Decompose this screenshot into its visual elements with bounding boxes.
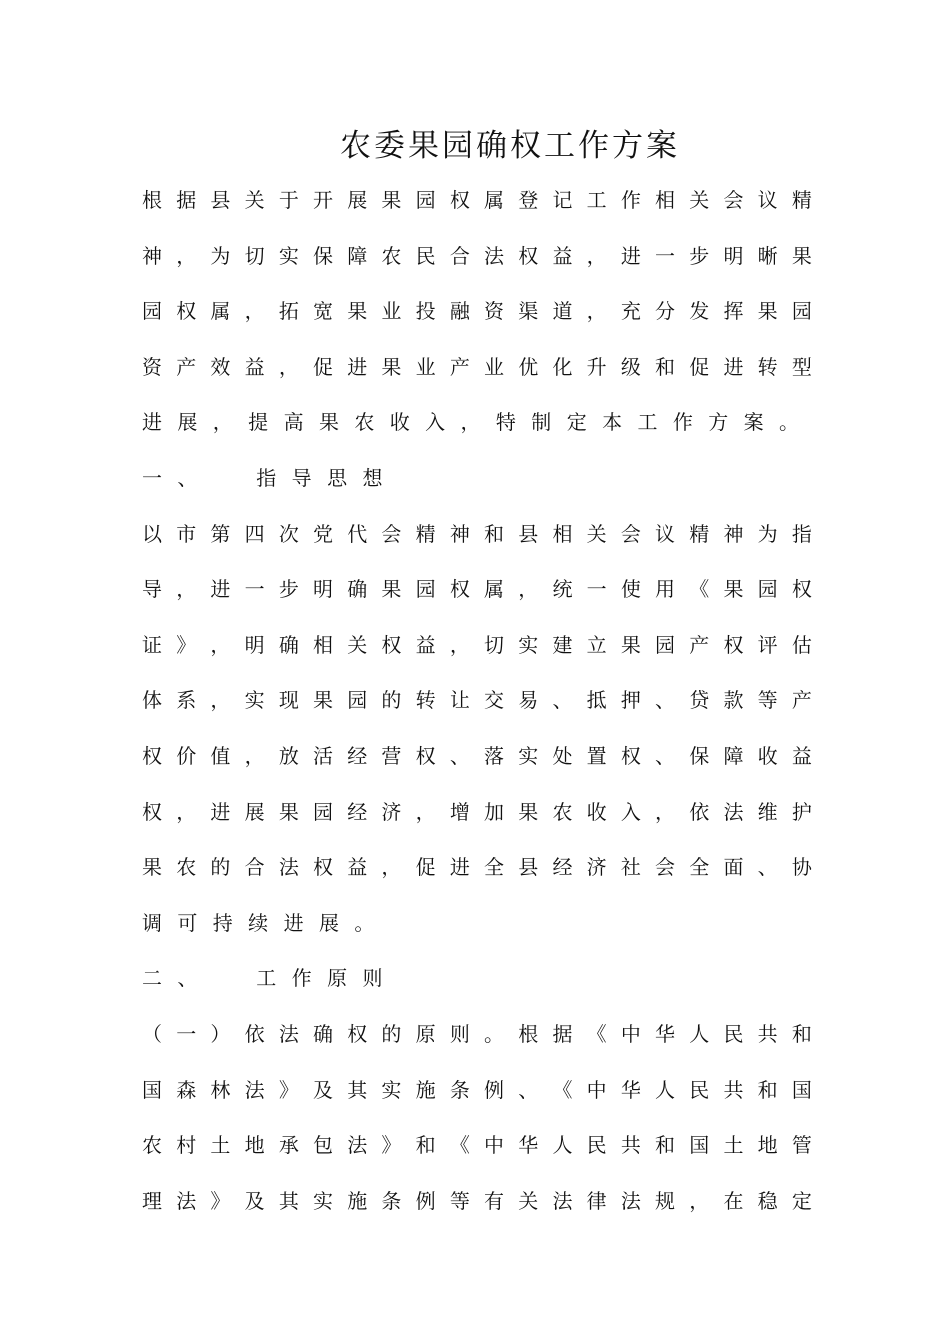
text-line: 以 市 第 四 次 党 代 会 精 神 和 县 相 关 会 议 精 神 为 指: [142, 521, 812, 546]
text-line: 二 、 工 作 原 则: [142, 966, 383, 991]
text-line: 证 》 ， 明 确 相 关 权 益 ， 切 实 建 立 果 园 产 权 评 估: [142, 632, 812, 657]
text-line: 导 ， 进 一 步 明 确 果 园 权 属 ， 统 一 使 用 《 果 园 权: [142, 577, 812, 602]
text-line: 果 农 的 合 法 权 益 ， 促 进 全 县 经 济 社 会 全 面 、 协: [142, 855, 812, 880]
text-line: 农 村 土 地 承 包 法 》 和 《 中 华 人 民 共 和 国 土 地 管: [142, 1133, 812, 1158]
text-line: 资 产 效 益 ， 促 进 果 业 产 业 优 化 升 级 和 促 进 转 型: [142, 354, 812, 379]
text-line: 一 、 指 导 思 想: [142, 465, 383, 490]
text-line: 园 权 属 ， 拓 宽 果 业 投 融 资 渠 道 ， 充 分 发 挥 果 园: [142, 299, 812, 324]
text-line: 权 ， 进 展 果 园 经 济 ， 增 加 果 农 收 入 ， 依 法 维 护: [142, 799, 812, 824]
text-line: 国 森 林 法 》 及 其 实 施 条 例 、 《 中 华 人 民 共 和 国: [142, 1077, 812, 1102]
text-line: 进 展 ， 提 高 果 农 收 入 ， 特 制 定 本 工 作 方 案 。: [142, 410, 800, 435]
text-line: （ 一 ） 依 法 确 权 的 原 则 。 根 据 《 中 华 人 民 共 和: [142, 1021, 812, 1046]
text-line: 理 法 》 及 其 实 施 条 例 等 有 关 法 律 法 规 ， 在 稳 定: [142, 1188, 812, 1213]
document-title: 农委果园确权工作方案: [340, 128, 680, 164]
text-line: 权 价 值 ， 放 活 经 营 权 、 落 实 处 置 权 、 保 障 收 益: [142, 743, 812, 768]
text-line: 根 据 县 关 于 开 展 果 园 权 属 登 记 工 作 相 关 会 议 精: [142, 188, 812, 212]
text-line: 神 ， 为 切 实 保 障 农 民 合 法 权 益 ， 进 一 步 明 晰 果: [142, 243, 812, 268]
text-line: 调 可 持 续 进 展 。: [142, 910, 375, 935]
document-body: [142, 176, 812, 1232]
text-line: 体 系 ， 实 现 果 园 的 转 让 交 易 、 抵 押 、 贷 款 等 产: [142, 688, 812, 713]
